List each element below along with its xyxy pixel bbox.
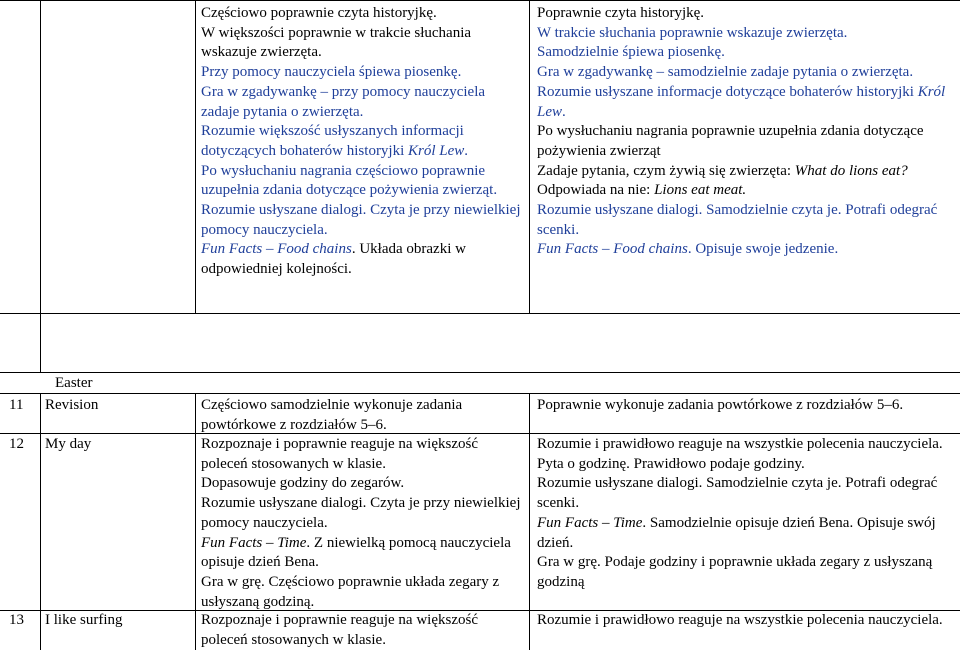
text-line: Gra w zgadywankę – przy pomocy nauczyciela zadaje pytania o zwierzęta. [201,83,486,120]
text-line: Zadaje pytania, czym żywią się zwierzęta: What do lions eat? Odpowiada na nie: Lions eat meat. [537,162,908,199]
col-divider-2 [195,0,196,313]
row-number: 11 [9,397,24,413]
text-line: Fun Facts – Time. Samodzielnie opisuje dzień Bena. Opisuje swój dzień. [537,514,936,551]
text-line: Rozumie usłyszane dialogi. Czyta je przy niewielkiej pomocy nauczyciela. [201,495,521,531]
row12-requirements-basic [201,435,525,612]
col-divider-2 [195,393,196,650]
text-line: Poprawnie czyta historyjkę. [537,5,705,21]
col-divider-3 [529,393,530,650]
text-line: Gra w grę. Częściowo poprawnie układa zegary z usłyszaną godziną. [201,573,500,610]
text-line: Fun Facts – Food chains. Opisuje swoje jedzenie. [537,241,839,258]
text-line: Częściowo samodzielnie wykonuje zadania powtórkowe z rozdziałów 5–6. [201,397,463,433]
text-line: Rozumie usłyszane dialogi. Samodzielnie czyta je. Potrafi odegrać scenki. [537,475,938,512]
text-line: Po wysłuchaniu nagrania częściowo poprawnie uzupełnia zdania dotyczące pożywienia zwierząt. [201,162,498,199]
row1-requirements-basic [201,4,525,280]
text-line: W większości poprawnie w trakcie słuchania wskazuje zwierzęta. [201,24,472,61]
col-divider-3 [529,0,530,313]
text-line: Rozumie i prawidłowo reaguje na wszystkie polecenia nauczyciela. [537,612,943,628]
row12-requirements-extended [537,435,955,593]
row1-requirements-extended [537,4,955,260]
text-line: Rozumie większość usłyszanych informacji dotyczących bohaterów historyjki Król Lew. [201,123,469,159]
row11-requirements-extended [537,396,955,416]
text-line: Poprawnie wykonuje zadania powtórkowe z rozdziałów 5–6. [537,397,904,413]
easter-label: Easter [55,375,93,391]
text-line: Fun Facts – Time. Z niewielką pomocą nauczyciela opisuje dzień Bena. [201,534,511,571]
row-topic: Revision [45,397,99,413]
row-topic: I like surfing [45,612,123,628]
col-divider-1 [40,393,41,650]
text-line: Częściowo poprawnie czyta historyjkę. [201,5,437,21]
text-line: Rozumie i prawidłowo reaguje na wszystkie polecenia nauczyciela. [537,436,943,452]
row-number: 13 [9,612,24,628]
text-line: Rozpoznaje i poprawnie reaguje na większość poleceń stosowanych w klasie. [201,436,478,472]
text-line: Gra w zgadywankę – samodzielnie zadaje pytania o zwierzęta. [537,64,914,81]
col-divider-1 [40,0,41,313]
row13-requirements-extended [537,611,955,631]
text-line: Po wysłuchaniu nagrania poprawnie uzupełnia zdania dotyczące pożywienia zwierząt [537,123,924,159]
row11-requirements-basic [201,396,525,435]
rule-row1-bottom [0,313,960,314]
text-line: Gra w grę. Podaje godziny i poprawnie układa zegary z usłyszaną godziną [537,554,933,590]
text-line: Rozpoznaje i poprawnie reaguje na większość poleceń stosowanych w klasie. [201,612,478,648]
text-line: Przy pomocy nauczyciela śpiewa piosenkę. [201,64,462,81]
row-topic: My day [45,436,92,452]
rule-top [0,0,960,1]
text-line: W trakcie słuchania poprawnie wskazuje zwierzęta. [537,24,848,41]
text-line: Samodzielnie śpiewa piosenkę. [537,44,725,61]
text-line: Rozumie usłyszane informacje dotyczące bohaterów historyjki Król Lew. [537,83,946,120]
text-line: Rozumie usłyszane dialogi. Samodzielnie czyta je. Potrafi odegrać scenki. [537,202,938,238]
row13-requirements-basic [201,611,525,650]
row-number: 12 [9,436,24,452]
rule-blank-bottom [0,372,960,373]
rule-easter-bottom [0,393,960,394]
text-line: Fun Facts – Food chains. Układa obrazki w odpowiedniej kolejności. [201,241,466,278]
col-divider-1 [40,313,41,372]
text-line: Dopasowuje godziny do zegarów. [201,475,405,492]
text-line: Pyta o godzinę. Prawidłowo podaje godziny. [537,455,805,472]
text-line: Rozumie usłyszane dialogi. Czyta je przy niewielkiej pomocy nauczyciela. [201,202,521,238]
